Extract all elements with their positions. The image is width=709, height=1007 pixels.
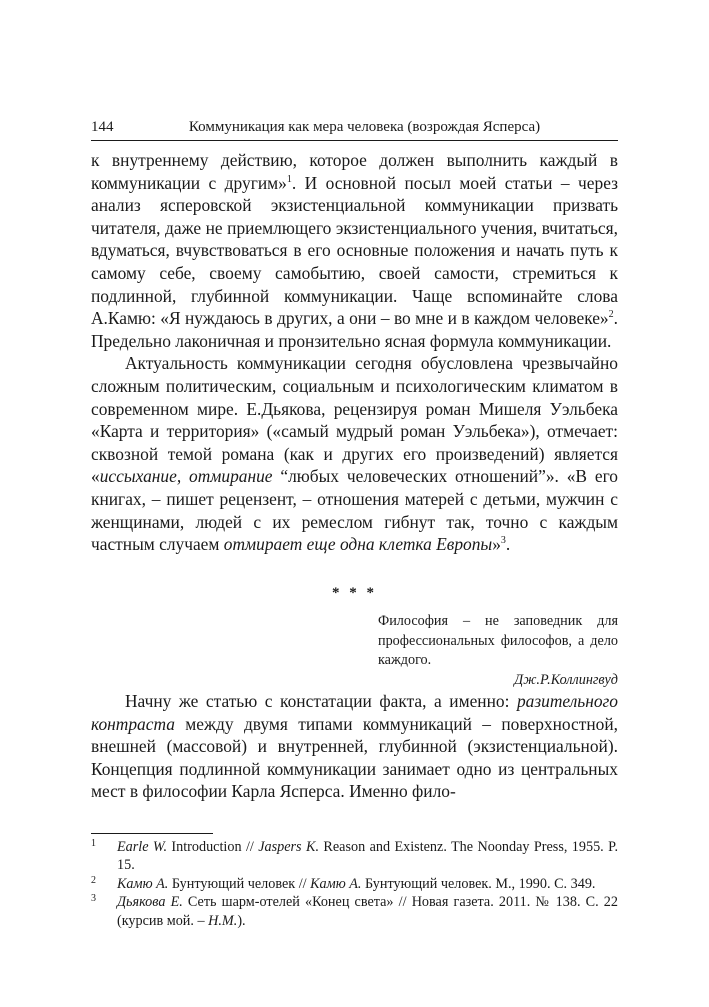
footnote-number: 3 [91,893,96,905]
footnotes [91,838,618,930]
paragraph-1-text-b: . И основной посыл моей статьи – через анализ ясперовской экзистенциальной коммуникации призвать читателя, даже не приемлющего экзистенциального учения, вчитаться, вдуматься, вчувствоваться в его основные положения и начать путь к самому себе, своему самобытию, своей самости, стремиться к подлинной, глубинной коммуникации. Чаще вспоминайте слова А.Камю: «Я нуждаюсь в других, а они – во мне и в каждом человеке» [91,172,618,329]
footnote-1 [91,838,618,875]
footnote-3 [91,893,618,930]
paragraph-1-text-c: . Предельно лаконичная и пронзительно ясная формула коммуникации. [91,308,618,351]
paragraph-3-italic-a: разительного контраста [91,690,618,734]
footnote-2 [91,875,618,893]
paragraph-2-italic-a: иссыхание, отмирание [99,466,273,487]
paragraph-2-text-a: Актуальность коммуникации сегодня обусловлена чрезвычайно сложным политическим, социальным и психологическим климатом в современном мире. Е.Дьякова, рецензируя роман Мишеля Уэльбека «Карта и территория» («самый мудрый роман Уэльбека»), отмечает: сквозной темой романа (как и других его произведений) является « [91,353,618,487]
epigraph-author: Дж.Р.Коллингвуд [514,671,618,688]
epigraph [378,612,618,690]
footnote-text: ). [237,912,246,929]
footnote-ref-2[interactable]: 2 [608,309,614,321]
footnote-text: Бунтующий человек. М., 1990. С. 349. [361,875,596,892]
running-header [91,118,618,141]
footnote-author: Jaspers K. [258,839,319,855]
footnote-text: Introduction // [167,839,259,855]
paragraph-2-text-c: » [492,534,501,555]
epigraph-quote: Философия – не заповедник для профессиональных философов, а дело каждого. [378,613,618,669]
footnote-text: Сеть шарм-отелей «Конец света» // Новая газета. 2011. № 138. С. 22 (курсив мой. – [117,894,618,929]
section-separator: * * * [332,584,377,601]
footnote-ref-3[interactable]: 3 [500,535,506,547]
footnote-divider [91,833,213,834]
paragraph-2 [91,352,618,555]
footnote-number: 2 [91,874,96,886]
footnote-author: Камю А. [310,875,362,892]
paragraph-3 [91,690,618,803]
footnote-author: Н.М. [208,912,238,929]
paragraph-1 [91,149,618,352]
footnote-ref-1[interactable]: 1 [286,173,292,185]
paragraph-2-text-b: “любых человеческих отношений”». «В его книгах, – пишет рецензент, – отношения матерей с детьми, мужчин с женщинами, людей с их ремеслом гибнут так, точно с каждым частным случаем [91,466,618,555]
running-title: Коммуникация как мера человека (возрождая Ясперса) [188,119,541,135]
footnote-author: Earle W. [117,839,167,855]
paragraph-1-text-a: к внутреннему действию, которое должен выполнить каждый в коммуникации с другим» [91,150,618,193]
paragraph-3-text-b: между двумя типами коммуникаций – поверхностной, внешней (массовой) и внутренней, глубинной (экзистенциальной). Концепция подлинной коммуникации занимает одно из центральных мест в философии Карла Ясперса. Именно фило- [91,713,618,802]
paragraph-2-italic-b: отмирает еще одна клетка Европы [223,534,493,555]
footnote-author: Дьякова Е. [117,894,183,911]
footnote-number: 1 [91,838,96,849]
paragraph-2-text-d: . [505,534,511,555]
main-text [91,149,618,803]
footnote-text: Reason and Existenz. The Noonday Press, 1955. P. 15. [117,839,618,874]
paragraph-3-text-a: Начну же статью с констатации факта, а именно: [125,690,517,711]
footnote-author: Камю А. [117,875,169,892]
page-number: 144 [91,119,114,135]
footnote-text: Бунтующий человек // [168,875,311,892]
